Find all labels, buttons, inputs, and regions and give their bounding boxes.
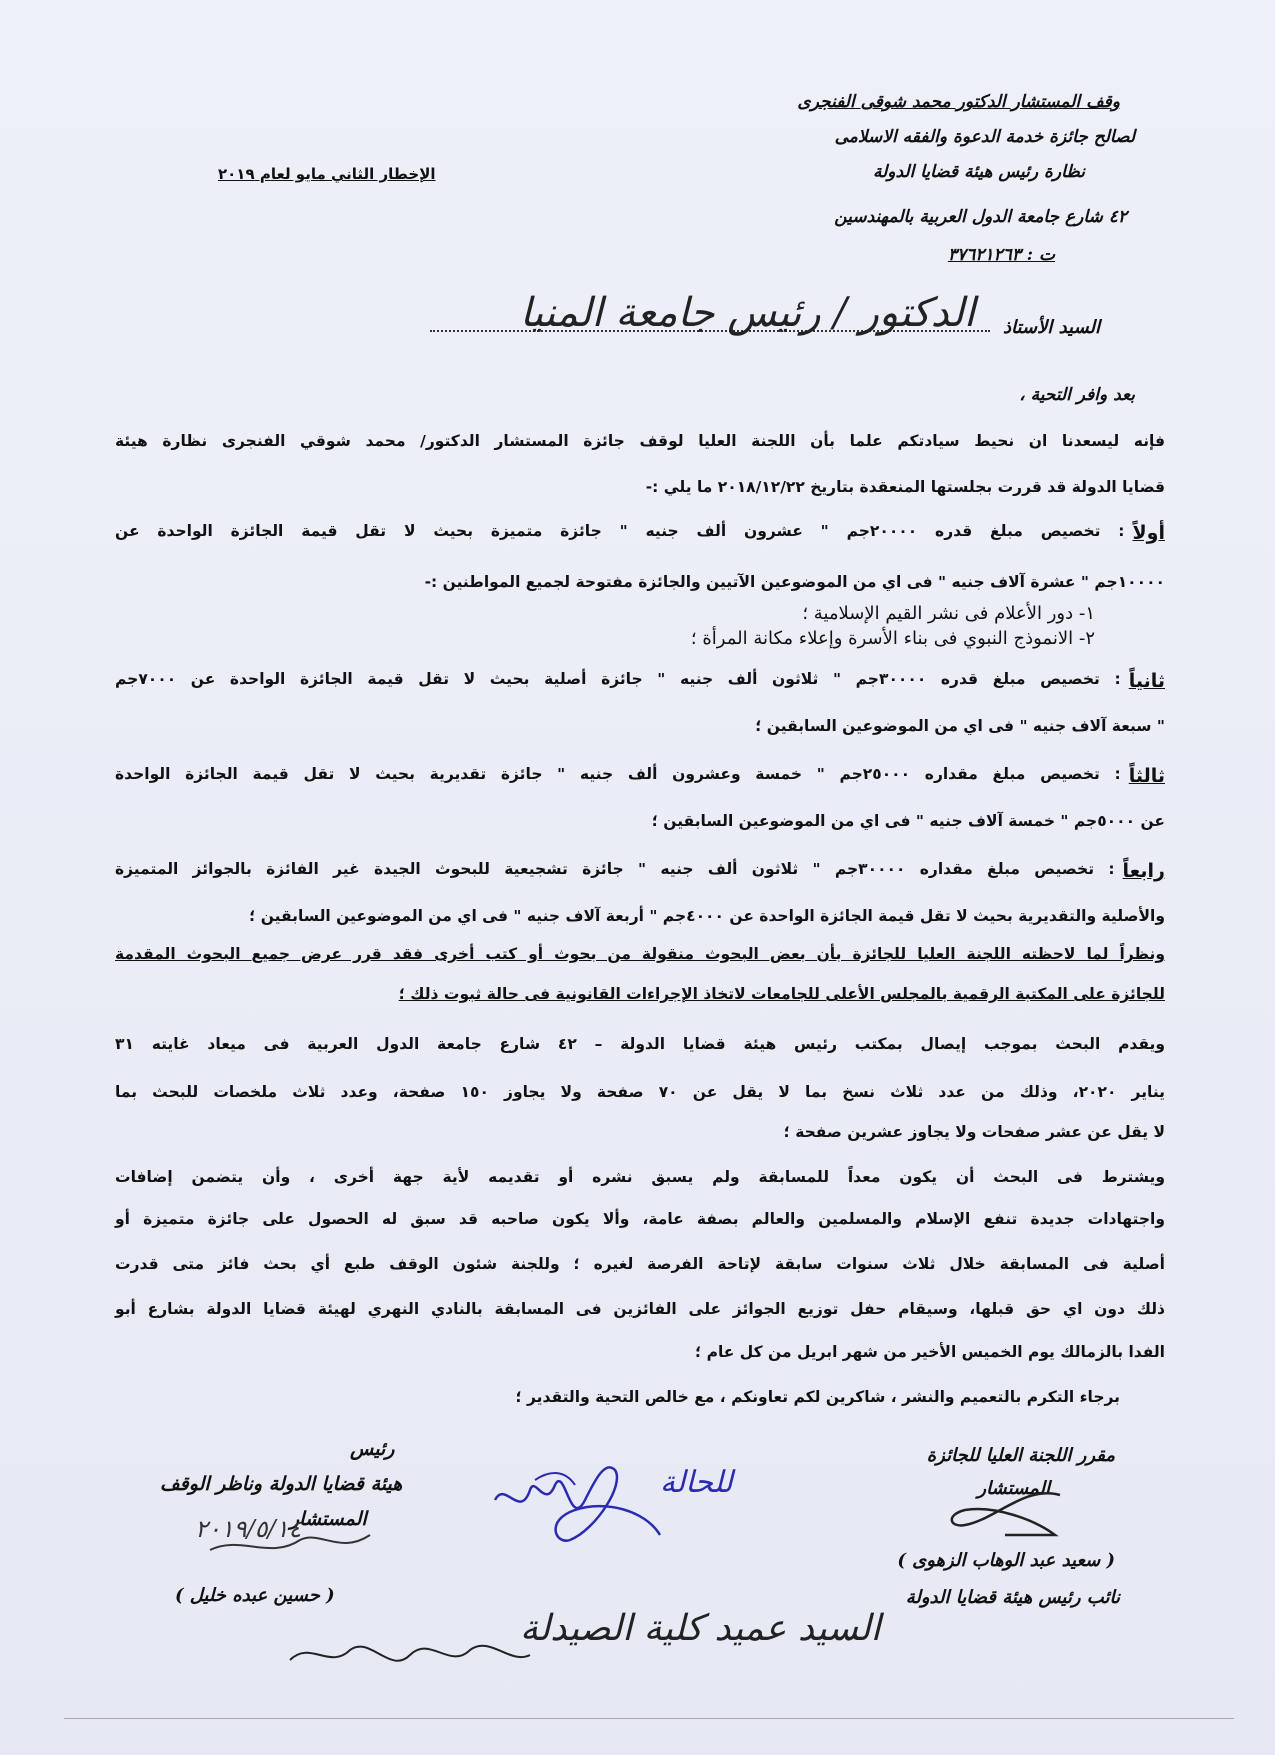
right-signature-scribble — [935, 1480, 1075, 1550]
first-line-1: : تخصيص مبلغ قدره ٢٠٠٠٠جم " عشرون ألف جنيه " جائزة متميزة بحيث لا تقل قيمة الجائزة الواحدة عن — [115, 522, 1125, 540]
left-sig-title-1: رئيس — [350, 1438, 395, 1460]
cond-line-3: أصلية فى المسابقة خلال ثلاث سنوات سابقة لإتاحة الفرصة لغيره ؛ وللجنة شئون الوقف طبع أي بحث فائز متى قدرت — [115, 1255, 1165, 1273]
cond-line-5: الفدا بالزمالك يوم الخميس الأخير من شهر ابريل من كل عام ؛ — [695, 1343, 1165, 1361]
submit-line-3: لا يقل عن عشر صفحات ولا يجاوز عشرين صفحة ؛ — [783, 1123, 1165, 1141]
topic-2: ٢- الانموذج النبوي فى بناء الأسرة وإعلاء مكانة المرأة ؛ — [690, 628, 1095, 649]
right-sig-name: ( سعيد عبد الوهاب الزهوى ) — [897, 1550, 1115, 1571]
third-line-2: عن ٥٠٠٠جم " خمسة آلاف جنيه " فى اي من الموضوعين السابقين ؛ — [651, 812, 1165, 830]
second-item — [115, 670, 1165, 692]
first-item — [115, 522, 1165, 544]
bottom-signature-scribble — [280, 1610, 540, 1690]
handwritten-bottom-note: السيد عميد كلية الصيدلة — [520, 1608, 881, 1649]
addressee-handwritten: الدكتور / رئيس جامعة المنيا — [519, 290, 975, 336]
second-line-1: : تخصيص مبلغ قدره ٣٠٠٠٠جم " ثلاثون ألف جنيه " جائزة أصلية بحيث لا تقل قيمة الجائزة الواحدة عن ٧٠٠٠جم — [115, 670, 1121, 688]
topic-1: ١- دور الأعلام فى نشر القيم الإسلامية ؛ — [802, 603, 1095, 624]
header-line-2: لصالح جائزة خدمة الدعوة والفقه الاسلامى — [834, 127, 1135, 147]
cond-line-2: واجتهادات جديدة تنفع الإسلام والمسلمين والعالم بصفة عامة، وألا يكون صاحبه قد سبق له الحصول على جائزة متميزة أو — [115, 1210, 1165, 1228]
fourth-item — [115, 860, 1165, 882]
page-bottom-rule — [64, 1718, 1234, 1719]
note-line-1: ونظراً لما لاحظته اللجنة العليا للجائزة بأن بعض البحوث منقولة من بحوث أو كتب أخرى فقد قرر عرض جميع البحوث المقدمة — [115, 945, 1165, 963]
left-signature-scribble — [200, 1505, 380, 1575]
header-line-1: وقف المستشار الدكتور محمد شوقى الفنجرى — [797, 92, 1120, 112]
closing-line: برجاء التكرم بالتعميم والنشر ، شاكرين لكم تعاونكم ، مع خالص التحية والتقدير ؛ — [515, 1388, 1120, 1406]
first-line-2: ١٠٠٠٠جم " عشرة آلاف جنيه " فى اي من الموضوعين الآتيين والجائزة مفتوحة لجميع المواطنين :- — [424, 573, 1165, 591]
submit-line-1: ويقدم البحث بموجب إيصال بمكتب رئيس هيئة قضايا الدولة – ٤٢ شارع جامعة الدول العربية فى ميعاد غايته ٣١ — [115, 1035, 1165, 1053]
greeting: بعد وافر التحية ، — [1019, 385, 1135, 405]
fourth-label-text: رابعاً — [1122, 860, 1165, 882]
handwritten-date: ٢٠١٩/٥/١٤ — [195, 1515, 302, 1543]
blue-signature-scribble — [475, 1440, 675, 1560]
handwritten-note: للحالة — [660, 1465, 733, 1500]
left-sig-name: ( حسين عبده خليل ) — [175, 1585, 335, 1606]
intro-line-2: قضايا الدولة قد قررت بجلستها المنعقدة بتاريخ ٢٠١٨/١٢/٢٢ ما يلي :- — [645, 478, 1165, 496]
right-sig-title-1: مقرر اللجنة العليا للجائزة — [926, 1445, 1115, 1466]
first-label-text: أولاً — [1132, 522, 1165, 544]
note-line-2: للجائزة على المكتبة الرقمية بالمجلس الأعلى للجامعات لاتخاذ الإجراءات القانونية فى حالة ثبوت ذلك ؛ — [398, 985, 1165, 1003]
cond-line-4: ذلك دون اي حق قبلها، وسيقام حفل توزيع الجوائز على الفائزين فى المسابقة بالنادي النهري لهيئة قضايا الدولة بشارع أبو — [115, 1300, 1165, 1318]
third-label-text: ثالثاً — [1128, 765, 1165, 787]
right-sig-title-2: المستشار — [977, 1478, 1050, 1499]
header-phone: ت : ٣٧٦٢١٢٦٣ — [947, 245, 1055, 265]
submit-line-2: يناير ٢٠٢٠، وذلك من عدد ثلاث نسخ بما لا يقل عن ٧٠ صفحة ولا يجاوز ١٥٠ صفحة، وعدد ثلاث ملخصات للبحث بما — [115, 1083, 1165, 1101]
left-sig-title-3: المستشار — [290, 1508, 367, 1530]
header-line-4: ٤٢ شارع جامعة الدول العربية بالمهندسين — [834, 207, 1127, 227]
third-item — [115, 765, 1165, 787]
left-sig-title-2: هيئة قضايا الدولة وناظر الوقف — [160, 1473, 403, 1495]
fourth-line-1: : تخصيص مبلغ مقداره ٣٠٠٠٠جم " ثلاثون ألف جنيه " جائزة تشجيعية للبحوث الجيدة غير الفائزة بالجوائز المتميزة — [115, 860, 1115, 878]
fourth-line-2: والأصلية والتقديرية بحيث لا تقل قيمة الجائزة الواحدة عن ٤٠٠٠جم " أربعة آلاف جنيه " فى اي من الموضوعين السابقين ؛ — [249, 907, 1165, 925]
intro-line-1: فإنه ليسعدنا ان نحيط سيادتكم علما بأن اللجنة العليا لوقف جائزة المستشار الدكتور/ محمد شوقي الفنجرى نظارة هيئة — [115, 432, 1165, 450]
second-label-text: ثانياً — [1128, 670, 1165, 692]
third-line-1: : تخصيص مبلغ مقداره ٢٥٠٠٠جم " خمسة وعشرون ألف جنيه " جائزة تقديرية بحيث لا تقل قيمة الجائزة الواحدة — [115, 765, 1121, 783]
cond-line-1: ويشترط فى البحث أن يكون معداً للمسابقة ولم يسبق نشره أو تقديمه لأية جهة أخرى ، وأن يتضمن إضافات — [115, 1168, 1165, 1186]
right-sig-role: نائب رئيس هيئة قضايا الدولة — [905, 1587, 1120, 1608]
header-line-3: نظارة رئيس هيئة قضايا الدولة — [872, 162, 1085, 182]
addressee-label: السيد الأستاذ — [1003, 317, 1100, 338]
notice-label: الإخطار الثاني مايو لعام ٢٠١٩ — [218, 165, 436, 183]
second-line-2: " سبعة آلاف جنيه " فى اي من الموضوعين السابقين ؛ — [755, 717, 1165, 735]
